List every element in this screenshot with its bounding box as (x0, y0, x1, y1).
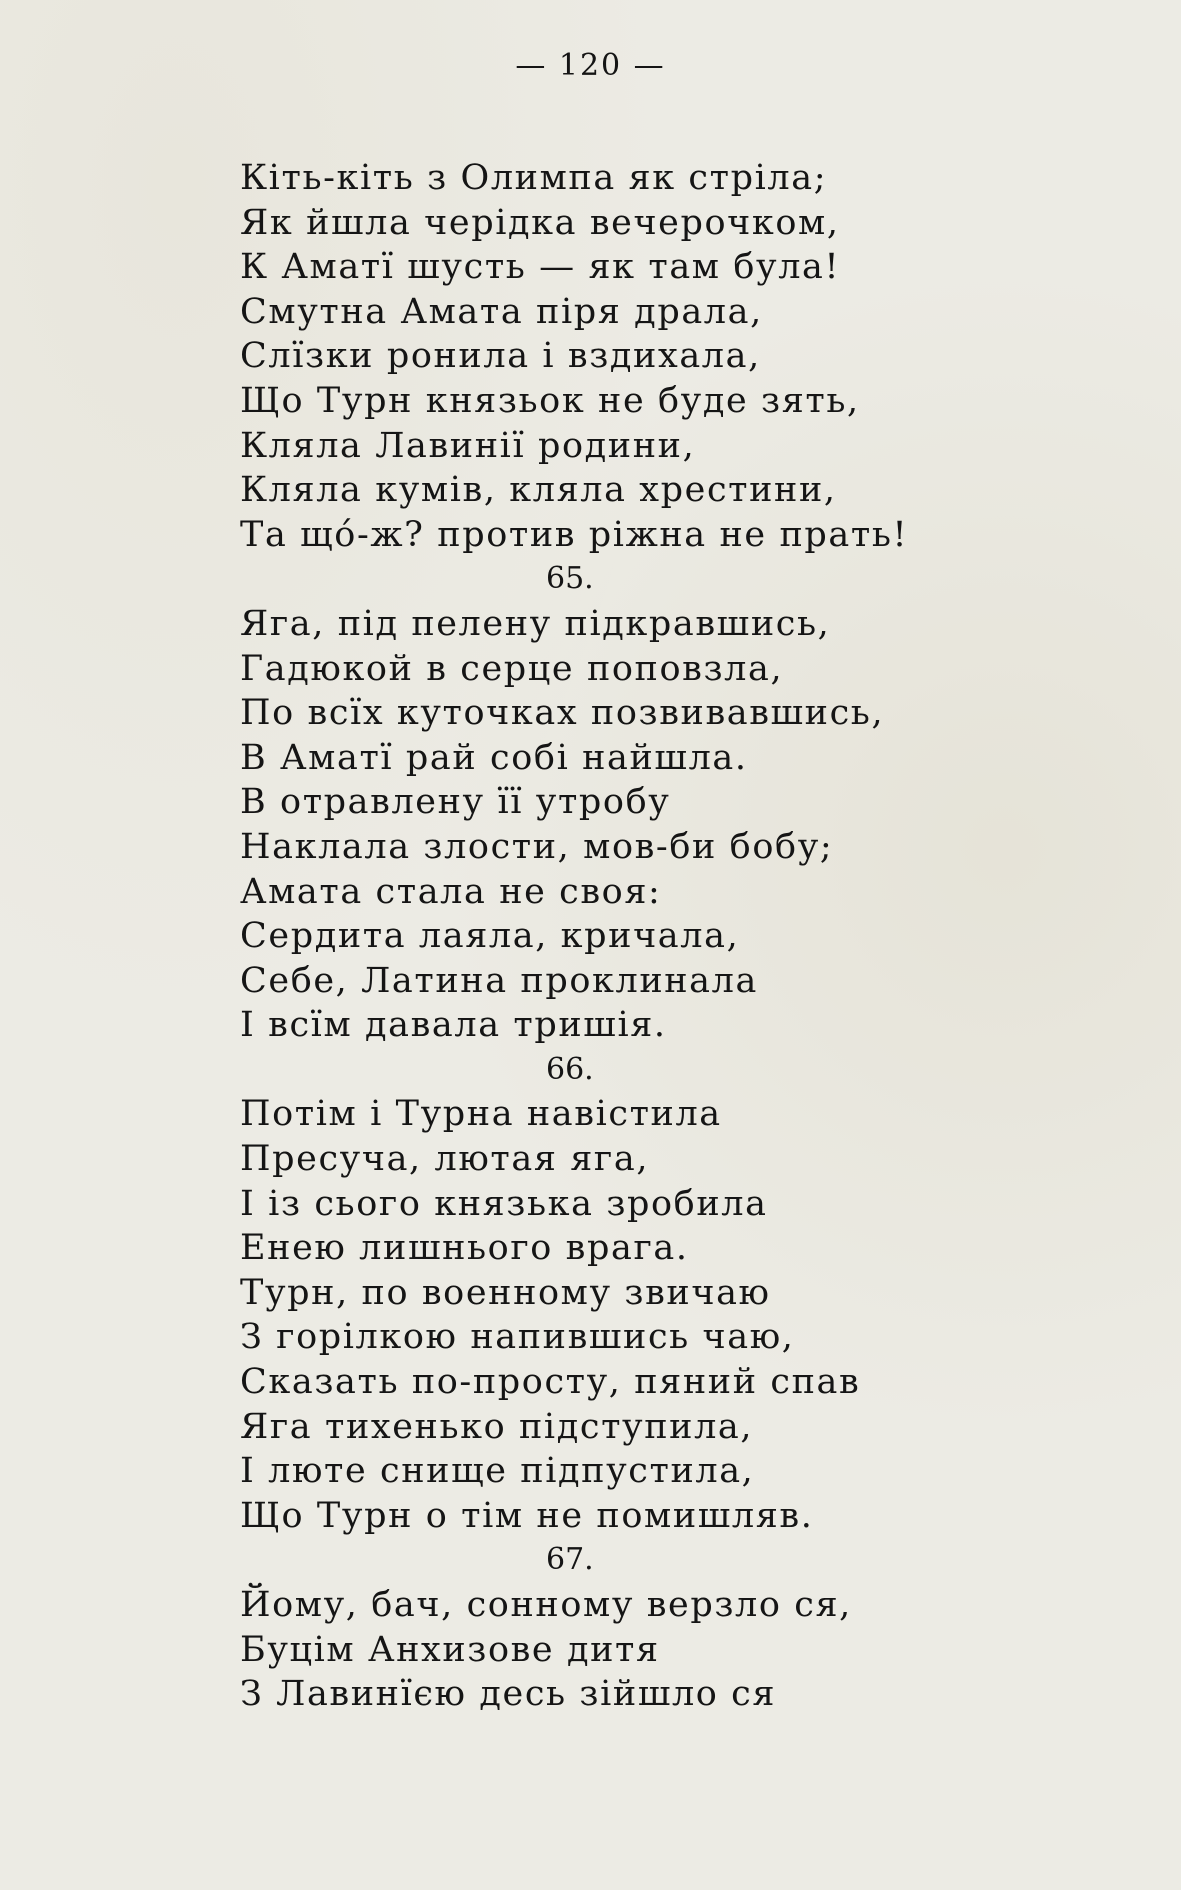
verse-line: По всїх куточках позвивавшись, (240, 693, 885, 734)
verse-line: В отравлену її утробу (240, 782, 671, 823)
verse-line: Наклала злости, мов-би бобу; (240, 826, 834, 867)
verse-line: К Аматї шусть — як там була! (240, 247, 841, 288)
verse-line: З горілкою напившись чаю, (240, 1317, 795, 1358)
verse-line: Сказать по-просту, пяний спав (240, 1362, 861, 1403)
verse-line: І із сього князька зробила (240, 1183, 768, 1224)
stanza-number: 66. (546, 1051, 594, 1087)
verse-line: Енею лишнього врага. (240, 1228, 689, 1269)
stanza-number: 65. (546, 561, 594, 597)
verse-line: Кіть-кіть з Олимпа як стріла; (240, 158, 828, 198)
verse-line: І всїм давала тришія. (240, 1005, 667, 1046)
verse-line: Слїзки ронила і вздихала, (240, 336, 761, 377)
verse-line: Смутна Амата піря драла, (240, 291, 763, 332)
verse-line: Кляла кумів, кляла хрестини, (240, 470, 837, 511)
verse-line: Як йшла черідка вечерочком, (240, 202, 840, 243)
verse-line: Йому, бач, сонному верзло ся, (240, 1585, 852, 1625)
verse-line: Що Турн о тім не помишляв. (240, 1495, 814, 1536)
verse-line: Яга, під пелену підкравшись, (240, 603, 831, 644)
verse-line: В Аматї рай собі найшла. (240, 737, 748, 778)
verse-line: З Лавинїєю десь зійшло ся (240, 1674, 777, 1715)
verse-line: Кляла Лавинії родини, (240, 425, 696, 466)
verse-line: Буцім Анхизове дитя (240, 1629, 660, 1670)
verse-line: Турн, по военному звичаю (240, 1272, 771, 1313)
page-number: — 120 — (515, 48, 666, 83)
verse-line: Амата стала не своя: (240, 871, 662, 912)
stanza-number: 67. (546, 1542, 594, 1578)
poem-text (240, 156, 1100, 1717)
verse-line: Пресуча, лютая яга, (240, 1139, 650, 1180)
verse-line: І люте снище підпустила, (240, 1451, 755, 1492)
verse-line: Та щó-ж? против ріжна не прать! (240, 514, 909, 555)
verse-line: Яга тихенько підступила, (240, 1406, 754, 1447)
verse-line: Що Турн князьок не буде зять, (240, 380, 860, 421)
verse-line: Сердита лаяла, кричала, (240, 916, 740, 957)
verse-line: Потім і Турна навістила (240, 1094, 722, 1135)
verse-line: Себе, Латина проклинала (240, 960, 758, 1001)
verse-line: Гадюкой в серце поповзла, (240, 648, 784, 689)
